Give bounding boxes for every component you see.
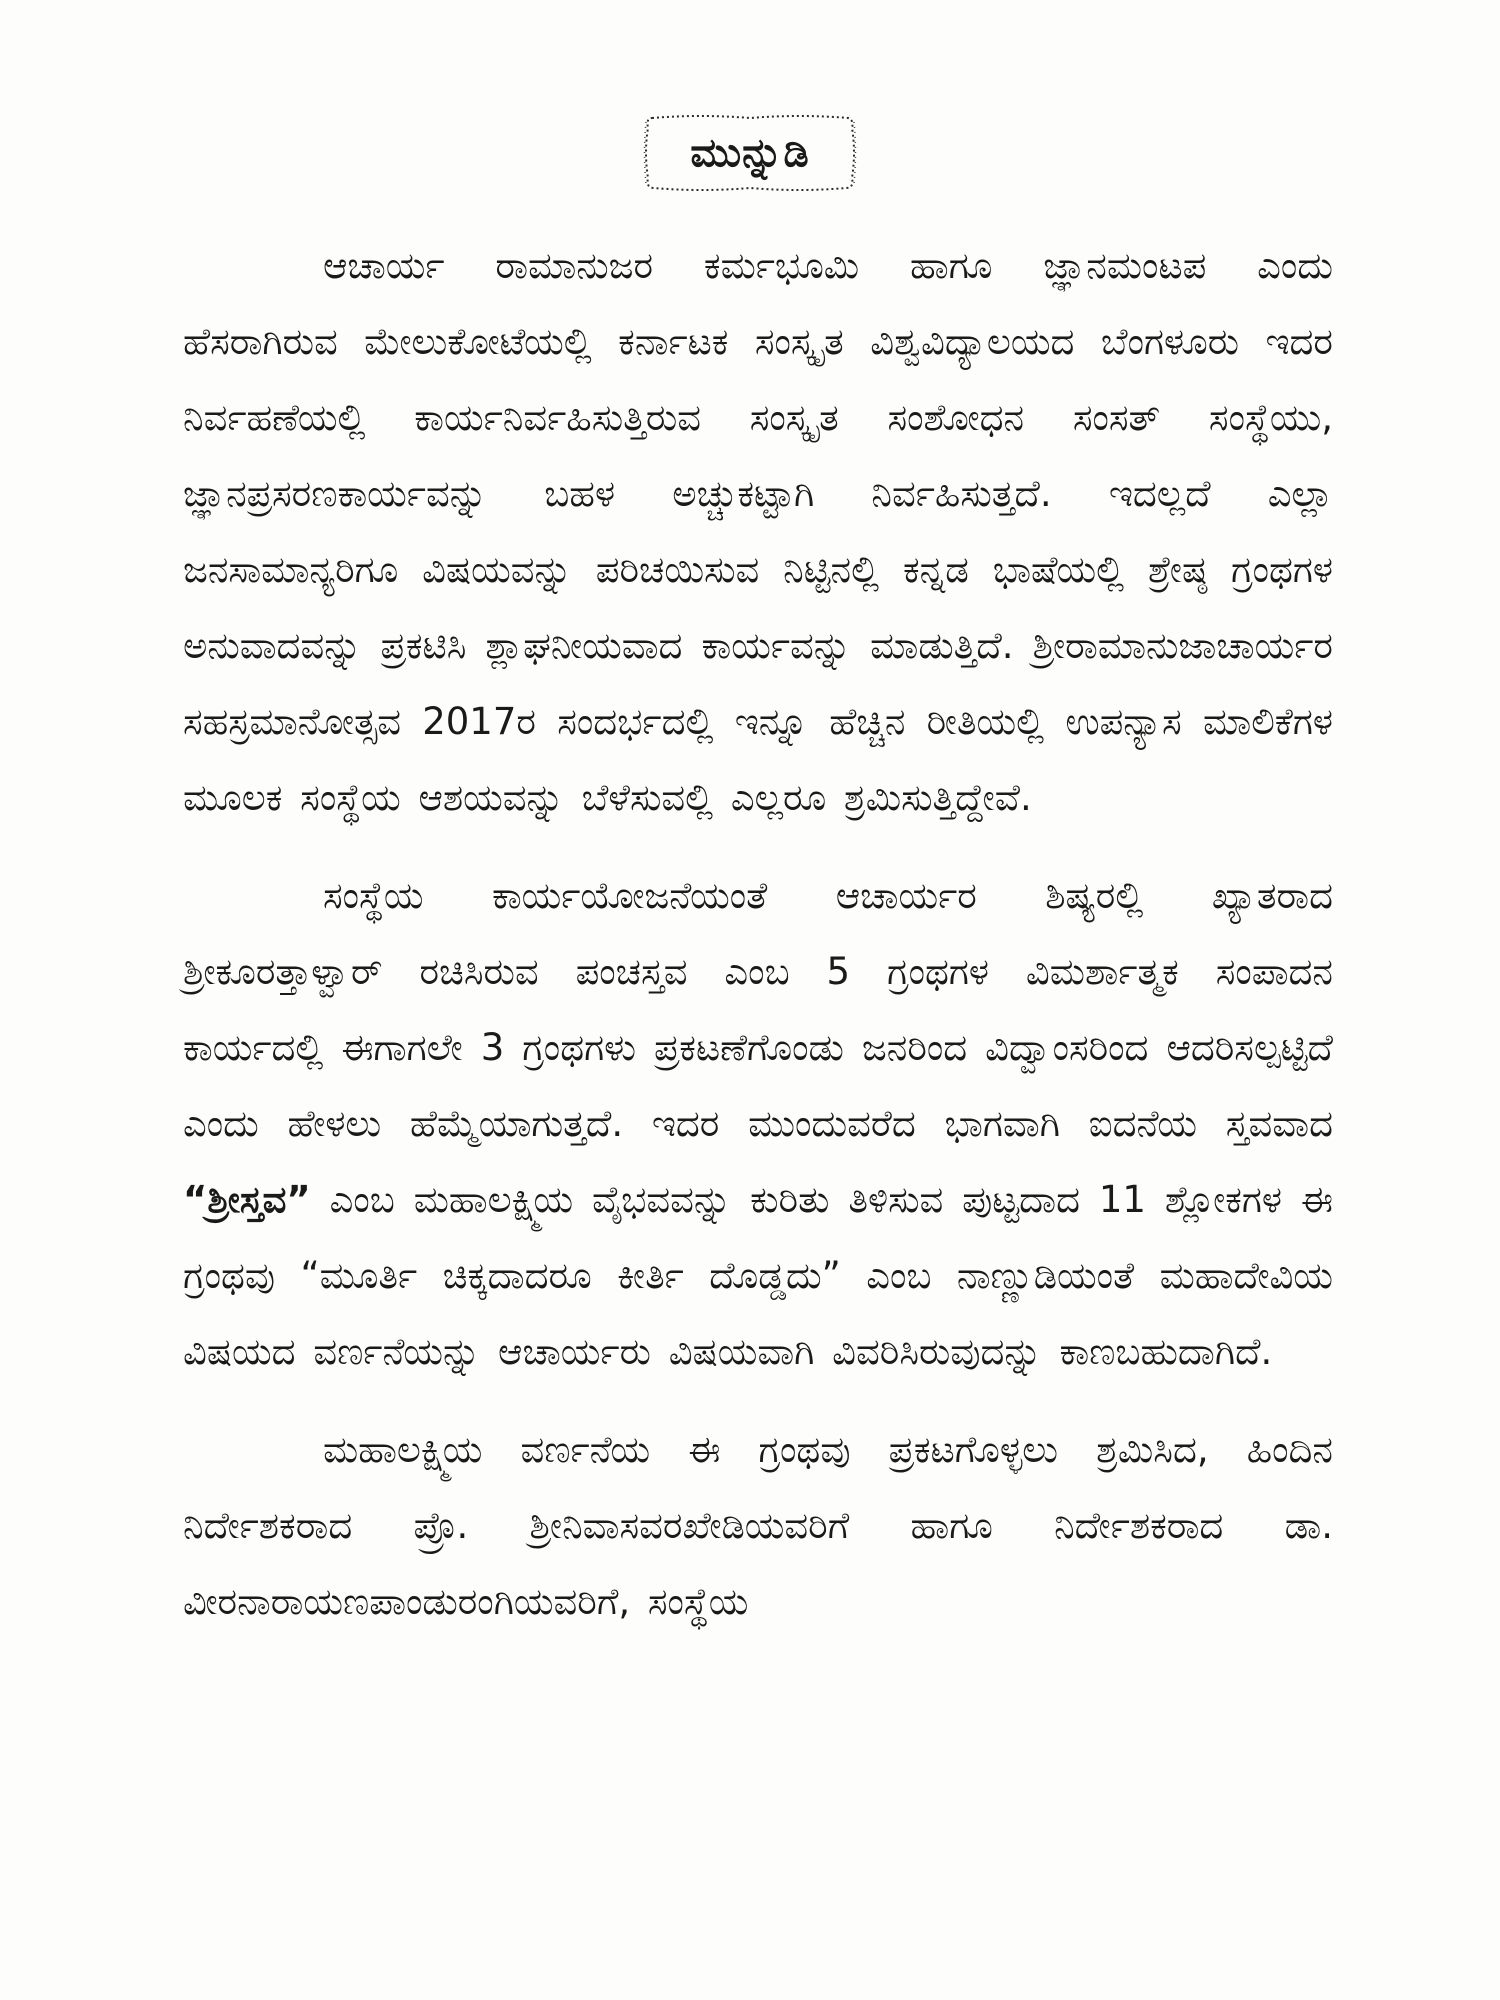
paragraph-3-text: ಮಹಾಲಕ್ಷ್ಮಿಯ ವರ್ಣನೆಯ ಈ ಗ್ರಂಥವು ಪ್ರಕಟಗೊಳ್ಳಲು ಶ್ರಮಿಸಿದ, ಹಿಂದಿನ ನಿರ್ದೇಶಕರಾದ ಪ್ರೊ. ಶ್ರೀನಿವಾಸವರಖೇಡಿಯವರಿಗೆ ಹಾಗೂ ನಿರ್ದೇಶಕರಾದ ಡಾ. ವೀರನಾರಾಯಣಪಾಂಡುರಂಗಿಯವರಿಗೆ, ಸಂಸ್ಥೆಯ — [183, 1428, 1333, 1623]
paragraph-2-bold-title: “ಶ್ರೀಸ್ತವ” — [183, 1178, 311, 1221]
paragraph-2-text-start: ಸಂಸ್ಥೆಯ ಕಾರ್ಯಯೋಜನೆಯಂತೆ ಆಚಾರ್ಯರ ಶಿಷ್ಯರಲ್ಲಿ ಖ್ಯಾತರಾದ ಶ್ರೀಕೂರತ್ತಾಳ್ವಾರ್ ರಚಿಸಿರುವ ಪಂಚಸ್ತವ ಎಂಬ 5 ಗ್ರಂಥಗಳ ವಿಮರ್ಶಾತ್ಮಕ ಸಂಪಾದನ ಕಾರ್ಯದಲ್ಲಿ ಈಗಾಗಲೇ 3 ಗ್ರಂಥಗಳು ಪ್ರಕಟಣೆಗೊಂಡು ಜನರಿಂದ ವಿದ್ವಾಂಸರಿಂದ ಆದರಿಸಲ್ಪಟ್ಟಿದೆ ಎಂದು ಹೇಳಲು ಹೆಮ್ಮೆಯಾಗುತ್ತದೆ. ಇದರ ಮುಂದುವರೆದ ಭಾಗವಾಗಿ ಐದನೆಯ ಸ್ತವವಾದ — [183, 874, 1333, 1145]
body-text — [183, 228, 1333, 1640]
paragraph-1-text: ಆಚಾರ್ಯ ರಾಮಾನುಜರ ಕರ್ಮಭೂಮಿ ಹಾಗೂ ಜ್ಞಾನಮಂಟಪ ಎಂದು ಹೆಸರಾಗಿರುವ ಮೇಲುಕೋಟೆಯಲ್ಲಿ ಕರ್ನಾಟಕ ಸಂಸ್ಕೃತ ವಿಶ್ವವಿದ್ಯಾಲಯದ ಬೆಂಗಳೂರು ಇದರ ನಿರ್ವಹಣೆಯಲ್ಲಿ ಕಾರ್ಯನಿರ್ವಹಿಸುತ್ತಿರುವ ಸಂಸ್ಕೃತ ಸಂಶೋಧನ ಸಂಸತ್ ಸಂಸ್ಥೆಯು, ಜ್ಞಾನಪ್ರಸರಣಕಾರ್ಯವನ್ನು ಬಹಳ ಅಚ್ಚುಕಟ್ಟಾಗಿ ನಿರ್ವಹಿಸುತ್ತದೆ. ಇದಲ್ಲದೆ ಎಲ್ಲಾ ಜನಸಾಮಾನ್ಯರಿಗೂ ವಿಷಯವನ್ನು ಪರಿಚಯಿಸುವ ನಿಟ್ಟಿನಲ್ಲಿ ಕನ್ನಡ ಭಾಷೆಯಲ್ಲಿ ಶ್ರೇಷ್ಠ ಗ್ರಂಥಗಳ ಅನುವಾದವನ್ನು ಪ್ರಕಟಿಸಿ ಶ್ಲಾಘನೀಯವಾದ ಕಾರ್ಯವನ್ನು ಮಾಡುತ್ತಿದೆ. ಶ್ರೀರಾಮಾನುಜಾಚಾರ್ಯರ ಸಹಸ್ರಮಾನೋತ್ಸವ 2017ರ ಸಂದರ್ಭದಲ್ಲಿ ಇನ್ನೂ ಹೆಚ್ಚಿನ ರೀತಿಯಲ್ಲಿ ಉಪನ್ಯಾಸ ಮಾಲಿಕೆಗಳ ಮೂಲಕ ಸಂಸ್ಥೆಯ ಆಶಯವನ್ನು ಬೆಳೆಸುವಲ್ಲಿ ಎಲ್ಲರೂ ಶ್ರಮಿಸುತ್ತಿದ್ದೇವೆ. — [183, 244, 1333, 819]
paragraph-2-text-end: ಎಂಬ ಮಹಾಲಕ್ಷ್ಮಿಯ ವೈಭವವನ್ನು ಕುರಿತು ತಿಳಿಸುವ ಪುಟ್ಟದಾದ 11 ಶ್ಲೋಕಗಳ ಈ ಗ್ರಂಥವು “ಮೂರ್ತಿ ಚಿಕ್ಕದಾದರೂ ಕೀರ್ತಿ ದೊಡ್ಡದು” ಎಂಬ ನಾಣ್ಣುಡಿಯಂತೆ ಮಹಾದೇವಿಯ ವಿಷಯದ ವರ್ಣನೆಯನ್ನು ಆಚಾರ್ಯರು ವಿಷಯವಾಗಿ ವಿವರಿಸಿರುವುದನ್ನು ಕಾಣಬಹುದಾಗಿದೆ. — [183, 1178, 1333, 1373]
page-title: ಮುನ್ನುಡಿ — [690, 130, 810, 176]
title-box — [640, 112, 860, 194]
paragraph-1 — [183, 228, 1333, 836]
paragraph-2 — [183, 858, 1333, 1390]
paragraph-3 — [183, 1412, 1333, 1640]
